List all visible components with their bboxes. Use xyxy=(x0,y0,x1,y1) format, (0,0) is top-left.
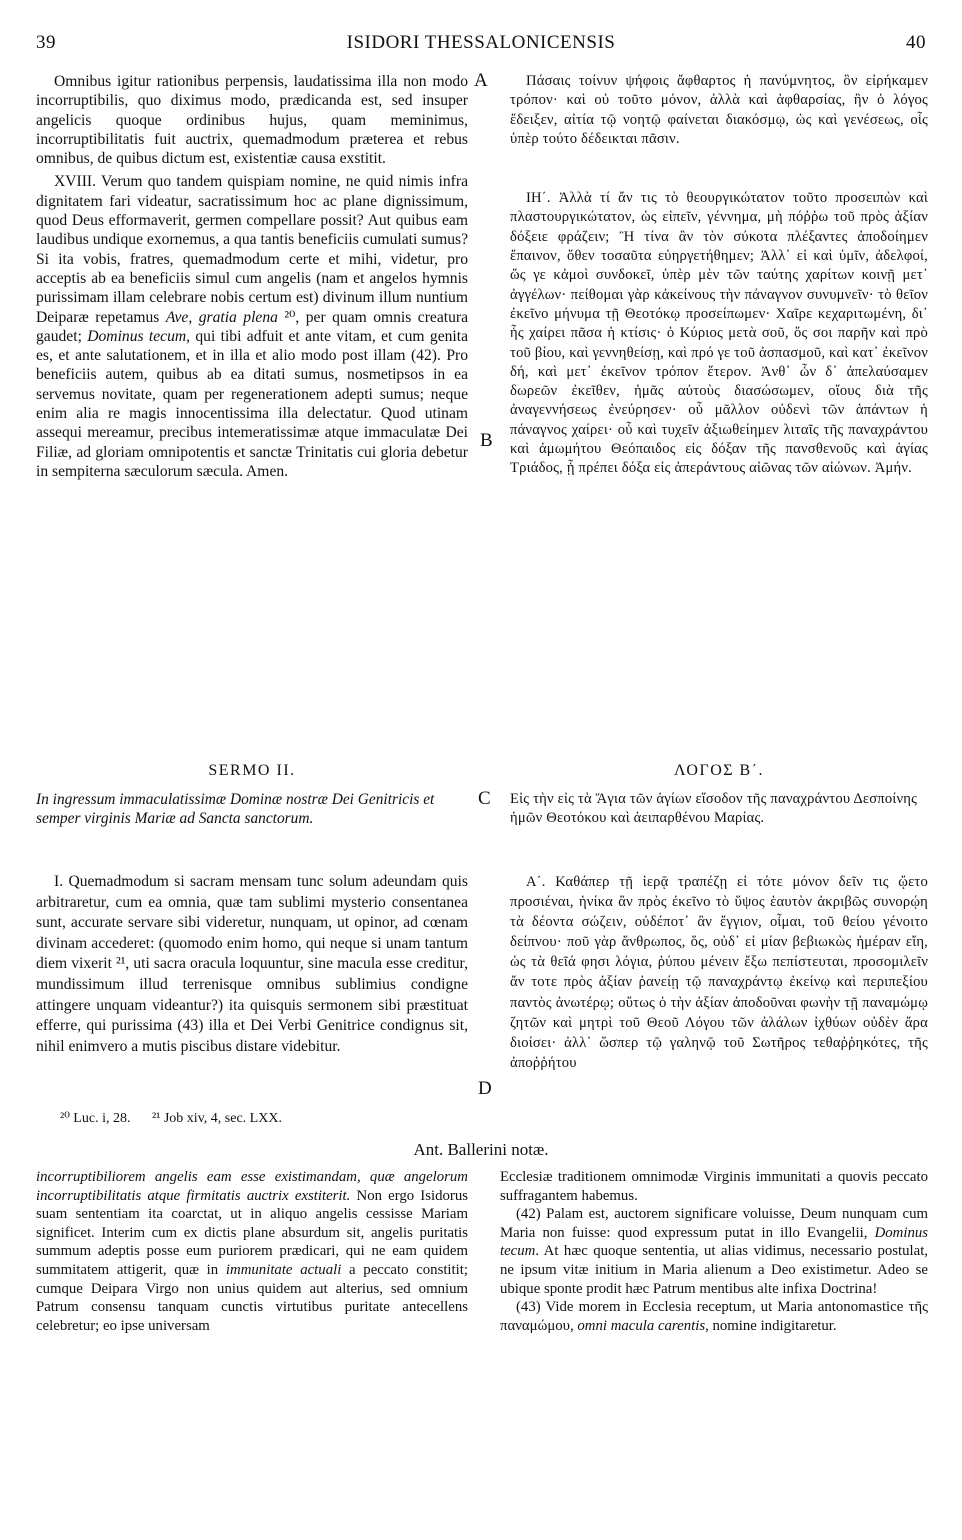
greek-section-2 xyxy=(510,872,928,1073)
greek-paragraph: ΙΗ΄. Ἀλλὰ τί ἄν τις τὸ θεουργικώτατον τοῦτο προσειπὼν καὶ πλαστουργικώτατον, ὡς εἰπεῖν, γέννημα, μὴ πόῤῥω τοῦ πρὸς ἀξίαν δόξειε φράζειν; Ἢ τίνα ἂν τὸν σύκοτα πλέξαντες ἀποδοίημεν ἔπαινον, ὅθεν τοσαῦτα εὐηργετήθημεν; Ἀλλ᾽ εἰ καὶ ὑμῖν, ἀδελφοί, ὥς γε κἀμοὶ συνδοκεῖ, ὑπὲρ μὲν τῶν ταύτης χαρίτων κοινῇ μετ᾽ ἀγγέλων· πείθομαι γὰρ κἀκείνους τὴν πάναγνον συνυμνεῖν· τὸ θεῖον ἐκεῖνο μήνυμα τῇ Θεοτόκῳ προσείπωμεν· Χαῖρε κεχαριτωμένη, δι᾽ ἧς χαίρει πᾶσα ἡ κτίσις· ὁ Κύριος μετὰ σοῦ, ὅς σοι παρῆν καὶ πρὸ τοῦ βίου, καὶ γεννηθείσῃ, καὶ πρό γε τοῦ ἀσπασμοῦ, καὶ κατ᾽ ἐκεῖνον δή, καὶ μετ᾽ ἐκεῖνον τρόπον ἕτερον. Ἀνθ᾽ ὧν δ᾽ ἀπελαύσαμεν δωρεῶν ἐκεῖθεν, ἡμᾶς αὐτοὺς διασώσωμεν, οἵους διὰ τῆς ἀναγεννήσεως ἐνεύρησεν· οὗ μᾶλλον οὐδενὶ τῶν ἁπάντων ἡ πάναγνος χαίρει· οὗ καὶ τυχεῖν ἀξιωθείημεν λιταῖς τῆς παναχράντου καὶ ἀμωμήτου Θεόπαιδος εἰς δόξαν τῆς πανσθενοῦς καὶ ἁγίας Τριάδος, ᾗ πρέπει δόξα εἰς ἀπεράντους αἰῶνας τῶν αἰώνων. Ἀμήν. xyxy=(510,190,928,477)
column-marker-d: D xyxy=(478,1078,492,1099)
greek-paragraph: Πάσαις τοίνυν ψήφοις ἄφθαρτος ἡ πανύμνητος, ὃν εἰρήκαμεν τρόπον· καὶ οὐ τοῦτο μόνον, ἀλλὰ καὶ ἀφθαρσίας, ἣν ὁ λόγος ἔδειξεν, αἰτία τῷ νοητῷ φαίνεται διακόσμῳ, ὡς καὶ γενέσεως, οἷς ὑπὲρ τούτο δέδεικται πᾶσιν. xyxy=(510,73,928,147)
logos-title: Εἰς τὴν εἰς τὰ Ἅγια τῶν ἁγίων εἴσοδον τῆς παναχράντου Δεσποίνης ἡμῶν Θεοτόκου καὶ ἀειπαρθένου Μαρίας. xyxy=(510,791,918,827)
column-marker-b: B xyxy=(480,430,493,451)
page-number-left: 39 xyxy=(36,32,56,53)
note-right: Ecclesiæ traditionem omnimodæ Virginis immunitati a quovis peccato suffragantem habemus. (42) Palam est, auctorem significare voluisse, Deum nunquam cum Maria non fuisse: quod expressum putat in illo Evangelii, Dominus tecum. At hæc quoque sententia, ut alias vidimus, necessario postulat, ne ipsum vitæ initium in Maria alienum a Deo existimetur. Adeo se ubique sponte prodit hæc Patrum mentibus alte infixa Doctrina! (43) Vide morem in Ecclesia receptum, ut Maria antonomastice τῆς παναμώμου, omni macula carentis, nomine indigitaretur. xyxy=(500,1169,929,1334)
column-marker-c: C xyxy=(478,788,491,809)
footnote-20: ²⁰ Luc. i, 28. xyxy=(60,1111,131,1126)
page-number-right: 40 xyxy=(906,32,926,53)
latin-section-2 xyxy=(36,872,468,1057)
latin-paragraph: XVIII. Verum quo tandem quispiam nomine, ne quid nimis infra dignitatem fari videatur, sacratissimum hoc ac plane dignissimum, quod Deus efformaverit, germen compellare possit? Aut quibus eam laudibus undique exornemus, a qua tantis beneficiis cumulati sumus? Si ita vobis, fratres, quemadmodum certe et mihi, videtur, pro acceptis ab ea beneficiis simul cum angelis (nam et angelos hymnis purissimam illam celebrare nobis certum est) divinum illum nuntium Deiparæ repetamus Ave, gratia plena ²⁰, per quam omnis creatura gaudet; Dominus tecum, qui tibi adfuit et ante vitam, et cum genita es, et ante salutationem, et in illa et alio modo post illam (42). Pro beneficiis autem, quibus ab ea ditati sumus, nosmetipsos in ea servemus novitate, quam per regenerationem adepti sumus; neque enim alia re magis innocentissima illa delectatur. Quod utinam assequi mereamur, precibus intemeratissimæ atque immaculatæ Dei Filiæ, ad gloriam omnipotentis et sanctæ Trinitatis cui gloria debetur in sempiterna sæculorum sæcula. Amen. xyxy=(36,173,468,480)
sermo-heading: SERMO II. xyxy=(208,762,296,779)
greek-paragraph: Α΄. Καθάπερ τῇ ἱερᾷ τραπέζῃ εἰ τότε μόνον δεῖν τις ᾤετο προσιέναι, ἡνίκα ἂν πρὸς ἐκεῖνο τὸ ὕψος ἑαυτὸν ἀκριβῶς συνορῴη τὰ δέοντα σώζειν, οὐδέποτ᾽ ἂν ἔγγιον, οἶμαι, τοῦ θείου γένοιτο δείπνου· ποῦ γὰρ ἄνθρωπος, ὅς, οὐδ᾽ εἰ μίαν βεβιωκὼς ἡμέραν εἴη, ὡς τὰ θεῖά φησι λόγια, ῥύπου μένειν ἔξω πεπίστευται, προσομιλεῖν ἄν τοτε πρὸς ἀξίαν ῥανείῃ τῷ παναχράντῳ ἐκείνῳ καὶ περιπεξίου παντὸς ἀνωτέρῳ; οὕτως ὁ τὴν ἀξίαν ἀποδοῦναι φωνὴν τῇ παναμώμῳ ζητῶν καὶ μητρὶ τοῦ Θεοῦ Λόγου τῶν ἀλάλων ἰχθύων οὐδὲν ἄρα διοίσει· ἀλλ᾽ ὥσπερ τῷ γαληνῷ τοῦ Σωτῆρος τεθαῤῥηκότες, τῆς ἀποῤῥήτου xyxy=(510,874,928,1071)
latin-section-1 xyxy=(36,72,468,481)
latin-paragraph: Omnibus igitur rationibus perpensis, laudatissima illa non modo incorruptibilis, quo diximus modo, prædicanda est, sed insuper angelicis quoque ordinibus hujus, quam meminimus, incorruptibilitatis fuit auctrix, quemadmodum præterea et rebus omnibus, de quibus dictum est, existentiæ causa exstitit. xyxy=(36,73,468,168)
footnote-21: ²¹ Job xiv, 4, sec. LXX. xyxy=(151,1111,282,1126)
column-marker-a: A xyxy=(474,70,488,91)
notes-title: Ant. Ballerini notæ. xyxy=(413,1140,549,1159)
sermo-title: In ingressum immaculatissimæ Dominæ nostræ Dei Genitricis et semper virginis Mariæ ad Sancta sanctorum. xyxy=(36,791,435,827)
quote-ave: Ave, gratia plena xyxy=(165,308,278,326)
running-header xyxy=(36,32,926,60)
running-title: ISIDORI THESSALONICENSIS xyxy=(346,32,616,53)
greek-section-1 xyxy=(510,72,928,479)
logos-heading: ΛΟΓΟΣ Β΄. xyxy=(673,762,765,779)
quote-dominus: Dominus tecum xyxy=(87,327,187,345)
note-left: incorruptibiliorem angelis eam esse existimandam, quæ angelorum incorruptibilitatis atque firmitatis auctrix exstiterit. Non ergo Isidorus suam sententiam ita coarctat, ut in aliquo angelis cessisse Mariam significet. Interim cum ex dictis plane absurdum sit, angelis puritatis summum adeptis posse eum puriorem prædicari, qui ne eam quidem summitatem attigerit, quæ in immunitate actuali a peccato constitit; cumque Deipara Virgo non unius quidem aut alterius, sed omnium Patrum consensu tanquam cunctis virtutibus puritate antecellens celebretur; eo ipse universam xyxy=(36,1169,468,1334)
footnotes xyxy=(60,1110,300,1127)
footnote-ref: ²⁰ xyxy=(277,308,296,326)
latin-paragraph: I. Quemadmodum si sacram mensam tunc solum adeundam quis arbitraretur, cum ea omnia, quæ tam sublimi mysterio consentanea sunt, accurate servare sibi videretur, nunquam, ut opinor, ad cœnam divinam accederet: (quomodo enim homo, qui neque si unam tantum diem vixerit ²¹, uti sacra oracula loquuntur, sine macula esse creditur, mundissimum illud terrenisque omnibus sublimius condigne attingere unquam videantur?) ita quisquis sermonem sibi præstituat efferre, qui purissima (43) illa et Dei Verbi Genitrice condignus sit, nihil enimvero a mutis piscibus distare videbitur. xyxy=(36,873,468,1055)
